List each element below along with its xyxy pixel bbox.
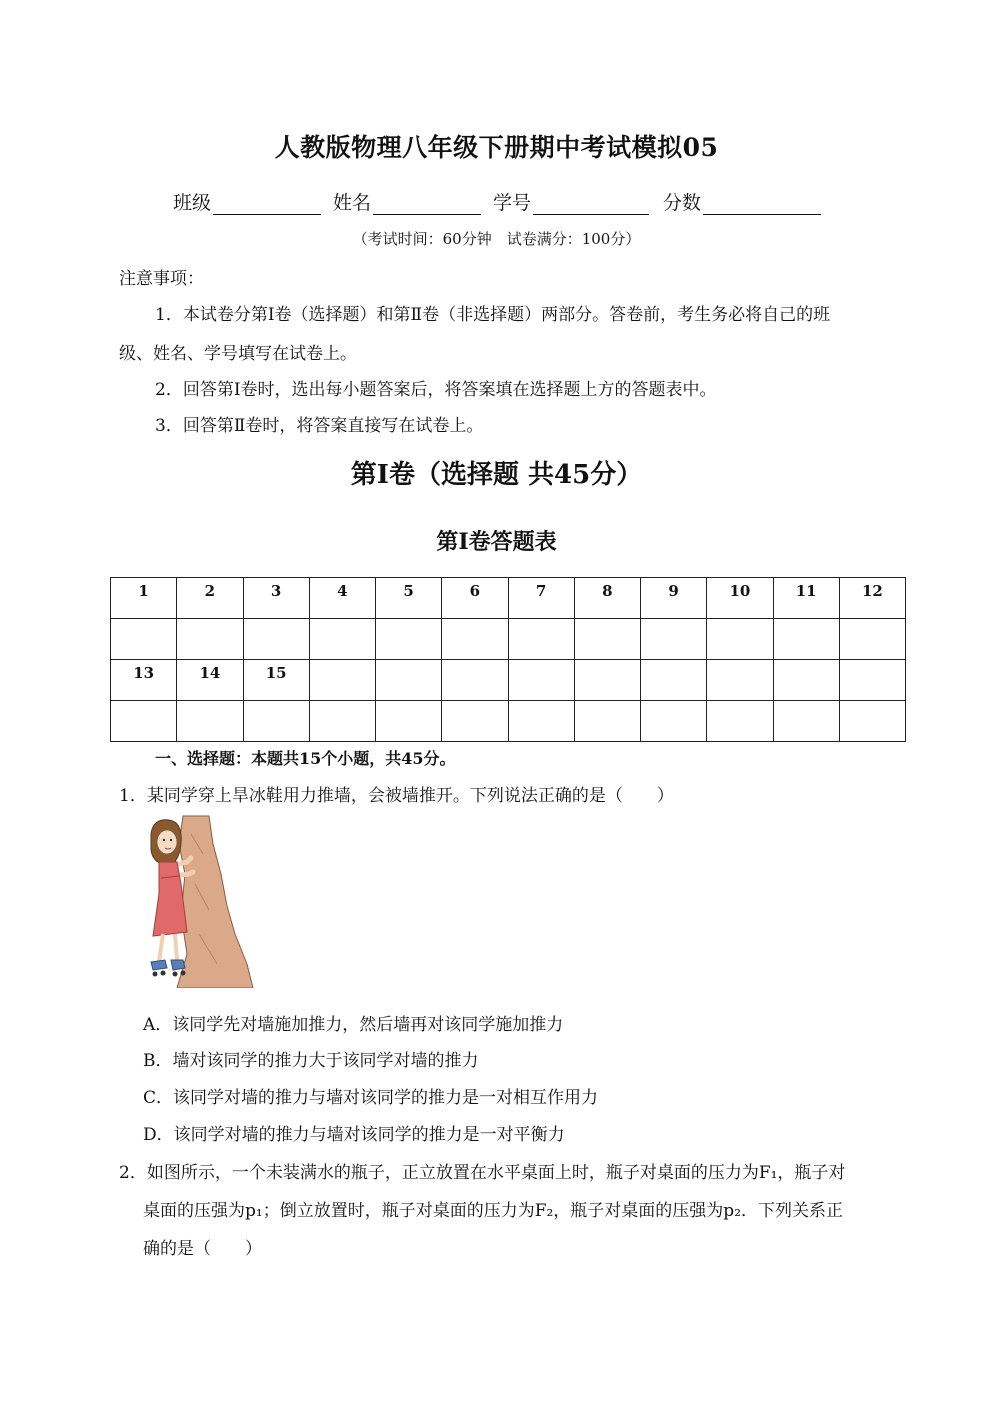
class-label: 班级 bbox=[173, 192, 212, 214]
answer-number-cell bbox=[574, 660, 640, 701]
answer-number-cell bbox=[442, 660, 508, 701]
answer-cell[interactable] bbox=[839, 701, 905, 742]
answer-number-cell: 10 bbox=[707, 578, 773, 619]
score-label: 分数 bbox=[663, 192, 702, 214]
answer-number-cell: 4 bbox=[309, 578, 375, 619]
answer-cell[interactable] bbox=[641, 701, 707, 742]
answer-cell[interactable] bbox=[442, 619, 508, 660]
name-field bbox=[333, 188, 481, 215]
answer-table-header-row bbox=[111, 660, 906, 701]
note-item: 1．本试卷分第Ⅰ卷（选择题）和第Ⅱ卷（非选择题）两部分。答卷前，考生务必将自己的班 bbox=[155, 305, 831, 325]
question-1-option-a[interactable]: A．该同学先对墙施加推力，然后墙再对该同学施加推力 bbox=[143, 1015, 564, 1035]
question-1-stem: 1．某同学穿上旱冰鞋用力推墙，会被墙推开。下列说法正确的是（ ） bbox=[119, 786, 674, 806]
answer-number-cell: 9 bbox=[641, 578, 707, 619]
student-id-field bbox=[493, 188, 649, 215]
answer-number-cell: 15 bbox=[243, 660, 309, 701]
answer-cell[interactable] bbox=[243, 619, 309, 660]
answer-number-cell bbox=[641, 660, 707, 701]
answer-cell[interactable] bbox=[773, 619, 839, 660]
answer-cell[interactable] bbox=[707, 619, 773, 660]
answer-number-cell bbox=[309, 660, 375, 701]
answer-table-header-row bbox=[111, 578, 906, 619]
class-field bbox=[173, 188, 321, 215]
question-1-option-b[interactable]: B．墙对该同学的推力大于该同学对墙的推力 bbox=[143, 1051, 479, 1071]
question-1-option-c[interactable]: C．该同学对墙的推力与墙对该同学的推力是一对相互作用力 bbox=[143, 1088, 599, 1108]
answer-cell[interactable] bbox=[177, 701, 243, 742]
answer-number-cell: 5 bbox=[376, 578, 442, 619]
name-label: 姓名 bbox=[333, 192, 372, 214]
answer-input-row bbox=[111, 701, 906, 742]
answer-number-cell: 14 bbox=[177, 660, 243, 701]
answer-cell[interactable] bbox=[111, 701, 177, 742]
answer-number-cell: 8 bbox=[574, 578, 640, 619]
answer-number-cell: 12 bbox=[839, 578, 905, 619]
score-blank[interactable] bbox=[703, 192, 821, 215]
name-blank[interactable] bbox=[373, 192, 481, 215]
part1-title: 第Ⅰ卷（选择题 共45分） bbox=[350, 460, 643, 490]
score-field bbox=[663, 188, 821, 215]
answer-number-cell: 6 bbox=[442, 578, 508, 619]
answer-cell[interactable] bbox=[309, 619, 375, 660]
answer-number-cell bbox=[707, 660, 773, 701]
notes-heading: 注意事项： bbox=[119, 269, 204, 289]
answer-cell[interactable] bbox=[309, 701, 375, 742]
answer-cell[interactable] bbox=[773, 701, 839, 742]
answer-cell[interactable] bbox=[243, 701, 309, 742]
girl-pushing-wall-illustration bbox=[143, 814, 255, 988]
answer-number-cell: 7 bbox=[508, 578, 574, 619]
answer-cell[interactable] bbox=[442, 701, 508, 742]
note-item: 2．回答第Ⅰ卷时，选出每小题答案后，将答案填在选择题上方的答题表中。 bbox=[155, 380, 717, 400]
student-id-blank[interactable] bbox=[533, 192, 649, 215]
answer-cell[interactable] bbox=[508, 701, 574, 742]
answer-cell[interactable] bbox=[376, 701, 442, 742]
answer-number-cell: 11 bbox=[773, 578, 839, 619]
document-title: 人教版物理八年级下册期中考试模拟05 bbox=[274, 133, 719, 162]
answer-cell[interactable] bbox=[376, 619, 442, 660]
answer-cell[interactable] bbox=[641, 619, 707, 660]
answer-cell[interactable] bbox=[111, 619, 177, 660]
answer-number-cell: 2 bbox=[177, 578, 243, 619]
answer-number-cell bbox=[773, 660, 839, 701]
exam-info: （考试时间：60分钟 试卷满分：100分） bbox=[352, 230, 641, 248]
answer-cell[interactable] bbox=[839, 619, 905, 660]
answer-number-cell bbox=[376, 660, 442, 701]
answer-cell[interactable] bbox=[707, 701, 773, 742]
note-item: 级、姓名、学号填写在试卷上。 bbox=[119, 344, 357, 364]
answer-cell[interactable] bbox=[574, 701, 640, 742]
answer-number-cell bbox=[839, 660, 905, 701]
class-blank[interactable] bbox=[213, 192, 321, 215]
answer-number-cell: 1 bbox=[111, 578, 177, 619]
question-2-stem-line: 2．如图所示，一个未装满水的瓶子，正立放置在水平桌面上时，瓶子对桌面的压力为F₁，瓶子对 bbox=[119, 1163, 846, 1183]
answer-cell[interactable] bbox=[177, 619, 243, 660]
question-1-option-d[interactable]: D．该同学对墙的推力与墙对该同学的推力是一对平衡力 bbox=[143, 1125, 565, 1145]
answer-table bbox=[110, 577, 906, 742]
question-2-stem-line: 桌面的压强为p₁；倒立放置时，瓶子对桌面的压力为F₂，瓶子对桌面的压强为p₂．下列关系正 bbox=[143, 1201, 844, 1221]
answer-number-cell: 13 bbox=[111, 660, 177, 701]
answer-number-cell: 3 bbox=[243, 578, 309, 619]
question-2-stem-line: 确的是（ ） bbox=[143, 1239, 262, 1259]
section-heading: 一、选择题：本题共15个小题，共45分。 bbox=[155, 749, 456, 768]
answer-cell[interactable] bbox=[574, 619, 640, 660]
student-id-label: 学号 bbox=[493, 192, 532, 214]
answer-table-title: 第Ⅰ卷答题表 bbox=[436, 529, 557, 555]
note-item: 3．回答第Ⅱ卷时，将答案直接写在试卷上。 bbox=[155, 416, 484, 436]
answer-number-cell bbox=[508, 660, 574, 701]
answer-input-row bbox=[111, 619, 906, 660]
answer-cell[interactable] bbox=[508, 619, 574, 660]
